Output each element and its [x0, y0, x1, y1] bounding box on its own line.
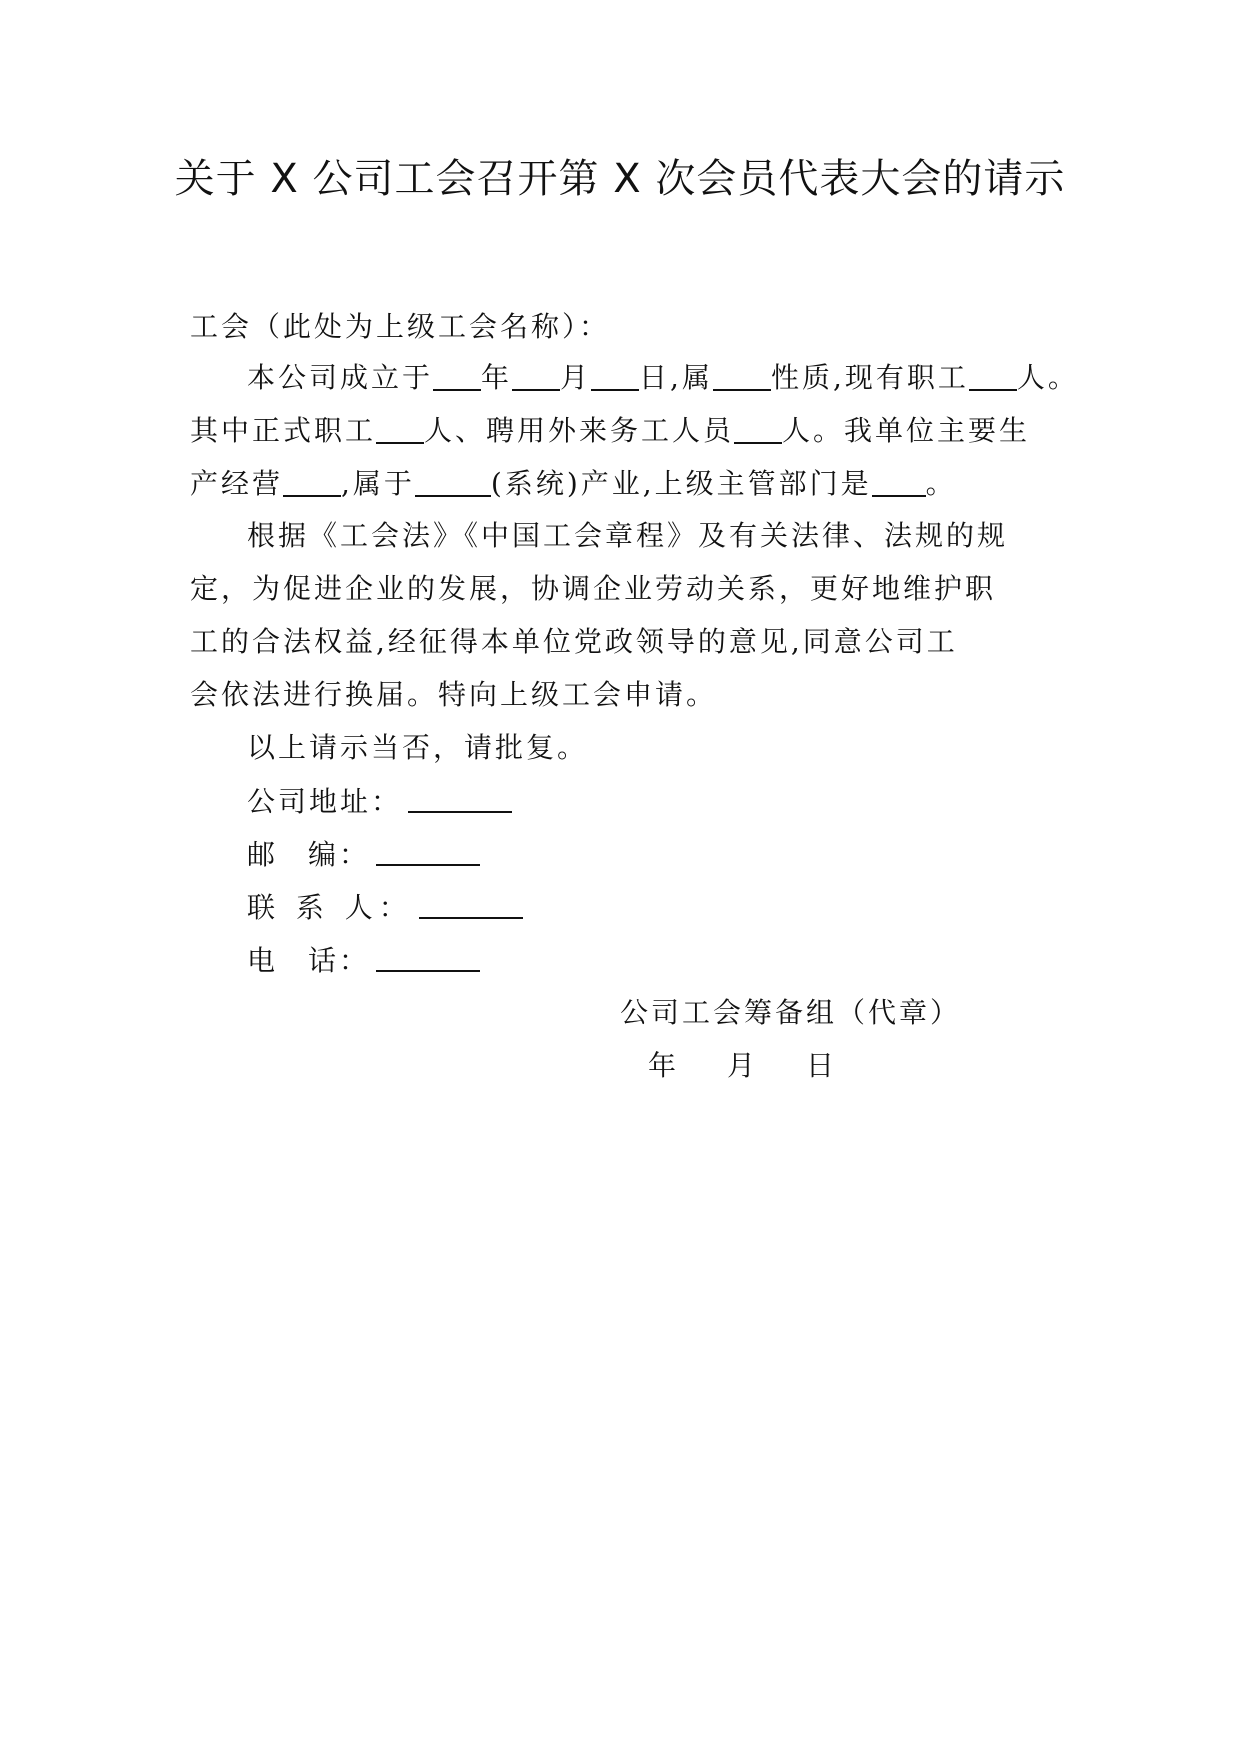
phone-blank	[376, 940, 480, 972]
contact-label: 联 系 人：	[247, 891, 413, 924]
signature: 公司工会筹备组（代章）	[620, 996, 962, 1029]
text: 产经营	[190, 467, 284, 500]
contact-blank	[419, 887, 523, 919]
contact-field	[247, 887, 523, 928]
paragraph-2-line-4: 会依法进行换届。特向上级工会申请。	[190, 678, 718, 711]
text: 日,属	[639, 361, 713, 394]
text: (系统)产业,上级主管部门是	[490, 467, 872, 500]
blank-business	[283, 463, 341, 497]
text: 月	[560, 361, 592, 394]
blank-staff-count	[969, 357, 1017, 391]
phone-field	[247, 940, 480, 981]
address-field	[247, 781, 512, 822]
phone-label-a: 电	[247, 944, 279, 977]
date-month: 月	[727, 1049, 759, 1082]
paragraph-2-line-3: 工的合法权益,经征得本单位党政领导的意见,同意公司工	[190, 625, 958, 658]
blank-year	[433, 357, 481, 391]
text: ,属于	[341, 467, 415, 500]
paragraph-2-line-2: 定，为促进企业的发展，协调企业劳动关系，更好地维护职	[190, 572, 997, 605]
date-line	[648, 1046, 837, 1086]
paragraph-1-line-3	[190, 463, 957, 504]
text: 其中正式职工	[190, 414, 377, 447]
blank-month	[512, 357, 560, 391]
text: 人、聘用外来务工人员	[424, 414, 735, 447]
blank-department	[872, 463, 926, 497]
paragraph-2-line-1: 根据《工会法》《中国工会章程》及有关法律、法规的规	[247, 519, 1009, 552]
postcode-blank	[376, 834, 480, 866]
date-day: 日	[806, 1049, 838, 1082]
blank-day	[591, 357, 639, 391]
postcode-field	[247, 834, 480, 875]
postcode-label-a: 邮	[247, 838, 279, 871]
closing-line: 以上请示当否，请批复。	[247, 731, 589, 764]
text: 人。我单位主要生	[782, 414, 1031, 447]
date-year: 年	[648, 1049, 680, 1082]
blank-system	[415, 463, 491, 497]
salutation: 工会（此处为上级工会名称）：	[190, 310, 611, 343]
blank-formal-staff	[376, 410, 424, 444]
postcode-label-b: 编：	[308, 838, 371, 871]
text: 本公司成立于	[247, 361, 434, 394]
text: 性质,现有职工	[770, 361, 969, 394]
blank-nature	[713, 357, 771, 391]
blank-migrant-staff	[734, 410, 782, 444]
text: 。	[925, 467, 957, 500]
document-title: 关于 X 公司工会召开第 X 次会员代表大会的请示	[174, 156, 1066, 202]
paragraph-1-line-2	[190, 410, 1030, 451]
address-blank	[408, 781, 512, 813]
paragraph-1-line-1	[247, 357, 1079, 398]
address-label: 公司地址：	[247, 785, 403, 818]
text: 年	[481, 361, 513, 394]
text: 人。	[1016, 361, 1079, 394]
phone-label-b: 话：	[308, 944, 371, 977]
